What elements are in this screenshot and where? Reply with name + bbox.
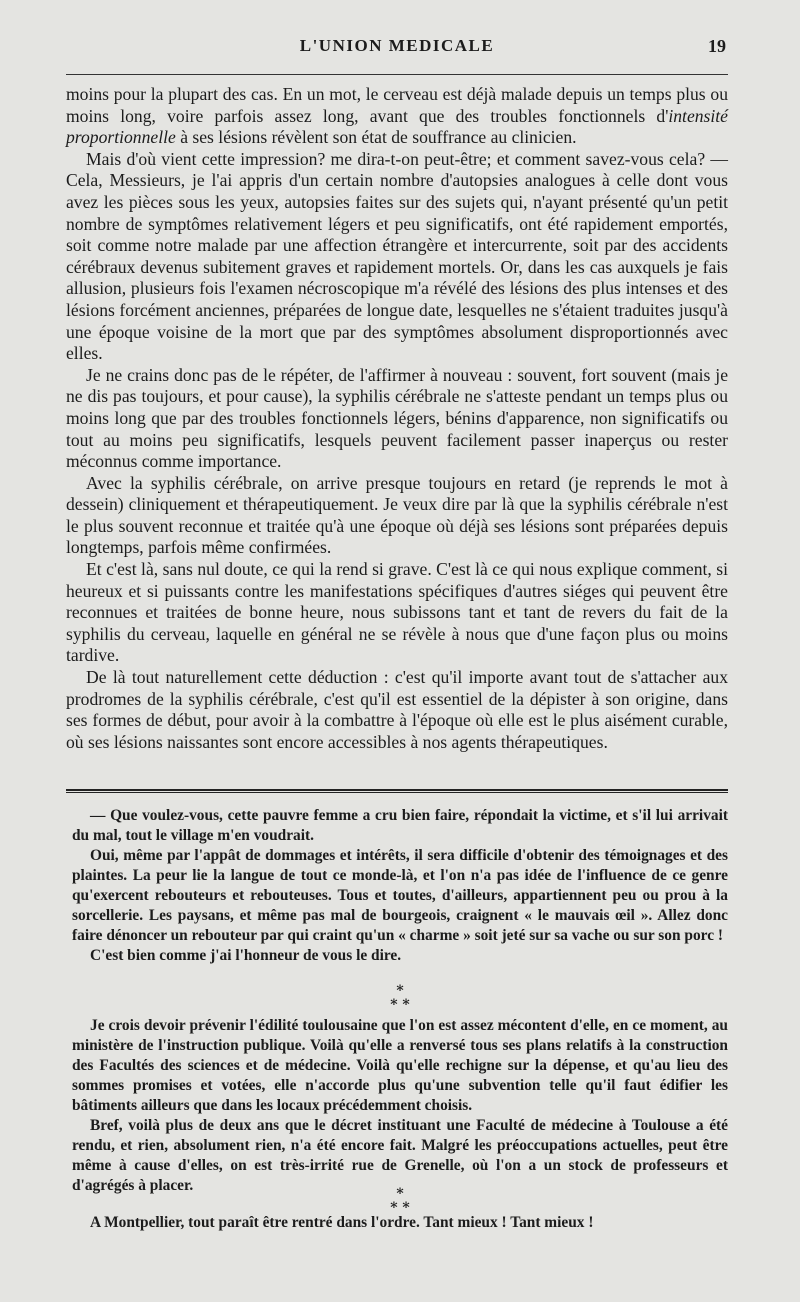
feuilleton-paragraph-5: Bref, voilà plus de deux ans que le décret instituant une Faculté de médecine à Toulouse a été rendu, et rien, absolument rien, n'a été encore fait. Malgré les préoccupations actuelles, peut être même à cause d'elles, on est très-irrité rue de Grenelle, où l'on a un stock de professeurs et d'agrégés à placer. — [72, 1117, 728, 1194]
feuilleton-paragraph-6: A Montpellier, tout paraît être rentré dans l'ordre. Tant mieux ! Tant mieux ! — [90, 1214, 594, 1231]
asterism-2-bottom: * * — [390, 1200, 410, 1216]
paragraph-1-end: à ses lésions révèlent son état de souffrance au clinicien. — [175, 127, 577, 148]
asterism-1-bottom: * * — [390, 997, 410, 1013]
feuilleton-block-2 — [72, 1016, 728, 1196]
main-article — [66, 84, 728, 753]
feuilleton-paragraph-4: Je crois devoir prévenir l'édilité toulousaine que l'on est assez mécontent d'elle, en ce moment, au ministère de l'instruction publique. Voilà qu'elle a renversé tous ses plans relatifs à la construction des Facultés des sciences et de médecine. Voilà qu'elle rechigne sur la dépense, et qu'au lieu des sommes promises et votées, elle n'accorde plus qu'une subvention telle qu'il faut édifier les bâtiments ailleurs que dans les locaux précédemment choisis. — [72, 1017, 728, 1114]
asterism-1 — [370, 984, 430, 1012]
feuilleton-paragraph-2: Oui, même par l'appât de dommages et intérêts, il sera difficile d'obtenir des témoignages et des plaintes. La peur lie la langue de tout ce monde-là, et l'on n'a pas idée de l'influence de ce genre qu'exercent rebouteurs et rebouteuses. Tous et toutes, d'ailleurs, appartiennent peu ou prou à la sorcellerie. Les paysans, et même pas mal de bourgeois, craignent « le mauvais œil ». Allez donc faire dénoncer un rebouteur par qui craint qu'un « charme » soit jeté sur sa vache ou sur son porc ! — [72, 847, 728, 944]
paragraph-2: Mais d'où vient cette impression? me dira-t-on peut-être; et comment savez-vous cela? — Cela, Messieurs, je l'ai appris d'un certain nombre d'autopsies analogues à celle dont vous avez les pièces sous les yeux, autopsies faites sur des sujets qui, n'ayant présenté qu'un petit nombre de symptômes relativement légers et peu significatifs, ont été rapidement emportés, soit comme notre malade par une affection étrangère et intercurrente, soit par des accidents cérébraux devenus subitement graves et rapidement mortels. Or, dans les cas auxquels je fais allusion, plusieurs fois l'examen nécroscopique m'a révélé des lésions des plus intenses et des lésions forcément anciennes, préparées de longue date, lesquelles ne s'étaient traduites jusqu'à une époque voisine de la mort que par des symptômes absolument disproportionnés avec elles. — [66, 148, 728, 364]
asterism-2-top: * — [396, 1186, 404, 1202]
running-title: L'UNION MEDICALE — [299, 36, 495, 55]
paragraph-3: Je ne crains donc pas de le répéter, de l'affirmer à nouveau : souvent, fort souvent (mais je ne dis pas toujours, et pour cause), la syphilis cérébrale ne s'atteste pendant un temps plus ou moins long que par des troubles fonctionnels légers, bénins d'apparence, non significatifs ou tout au moins peu significatifs, lesquels peuvent facilement passer inaperçus ou rester méconnus comme importance. — [66, 364, 728, 472]
feuilleton-block-1 — [72, 806, 728, 966]
page-number: 19 — [708, 36, 726, 56]
feuilleton-separator — [66, 789, 728, 793]
page-header — [66, 36, 728, 66]
asterism-2 — [370, 1187, 430, 1215]
paragraph-6: De là tout naturellement cette déduction : c'est qu'il importe avant tout de s'attacher aux prodromes de la syphilis cérébrale, c'est qu'il est essentiel de la dépister à son origine, dans ses formes de début, pour avoir à la combattre à l'époque où elle est le plus aisément curable, où ses lésions naissantes sont encore accessibles à nos agents thérapeutiques. — [66, 667, 728, 752]
paragraph-5: Et c'est là, sans nul doute, ce qui la rend si grave. C'est là ce qui nous explique comment, si heureux et si puissants contre les manifestations spécifiques d'autres siéges qui peuvent être reconnues et traitées de bonne heure, nous subissons tant et tant de revers du fait de la syphilis du cerveau, laquelle en général ne se révèle à nous que d'une façon plus ou moins tardive. — [66, 559, 728, 666]
feuilleton-block-3 — [72, 1213, 728, 1233]
paragraph-1 — [66, 84, 728, 149]
asterism-1-top: * — [396, 983, 404, 999]
feuilleton-paragraph-3: C'est bien comme j'ai l'honneur de vous le dire. — [90, 947, 402, 964]
feuilleton-paragraph-1: — Que voulez-vous, cette pauvre femme a cru bien faire, répondait la victime, et s'il lui arrivait du mal, tout le village m'en voudrait. — [72, 807, 728, 844]
header-rule — [66, 74, 728, 75]
paragraph-1-emphasis: intensité proportionnelle — [66, 105, 728, 148]
paragraph-1-start: moins pour la plupart des cas. En un mot, le cerveau est déjà malade depuis un temps plus ou moins long, voire parfois assez long, avant que des troubles fonctionnels d' — [66, 84, 728, 126]
paragraph-4: Avec la syphilis cérébrale, on arrive presque toujours en retard (je reprends le mot à dessein) cliniquement et thérapeutiquement. Je veux dire par là que la syphilis cérébrale n'est le plus souvent reconnue et traitée qu'à une époque où déjà ses lésions sont préparées depuis longtemps, parfois même confirmées. — [66, 472, 728, 558]
